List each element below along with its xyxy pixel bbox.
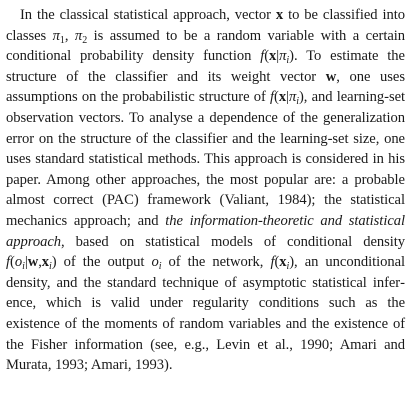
text-run: 1	[59, 34, 65, 46]
text-run: π	[288, 89, 297, 106]
text-run: x	[279, 254, 287, 271]
text-run: to be classified into classes	[6, 7, 405, 44]
text-run: (	[264, 48, 270, 65]
text-run: π	[279, 48, 287, 65]
text-run: π	[52, 27, 60, 44]
text-run: ), and learning-set observation vectors. To analyse a dependence of the generalization error on the structure of the classifier and the learning-set size, one uses standard statistical methods. This approach is considered in his paper. Among other approaches, the most popular are: a probable almost correct (PAC) framework (Valiant, 1984); the statistical mechanics approach; and	[6, 89, 405, 229]
text-run: i	[286, 55, 290, 67]
text-run: π	[74, 27, 83, 44]
text-run: f	[260, 48, 265, 65]
text-run: (	[274, 254, 280, 271]
text-run: w	[27, 254, 39, 271]
text-run: x	[275, 7, 284, 23]
text-run: |	[286, 89, 289, 106]
text-run: i	[158, 261, 162, 273]
text-run: is assumed to be a random variable with a certain conditional probability density function	[6, 27, 405, 65]
text-run: f	[270, 89, 275, 106]
text-run: , based on statistical models of conditional density	[61, 233, 405, 250]
text-run: ). To estimate the structure of the classifier and its weight vector	[6, 48, 405, 85]
text-run: x	[41, 254, 50, 271]
text-run: ) of the output	[51, 254, 152, 271]
text-run: w	[325, 68, 337, 85]
text-run: x	[278, 89, 287, 106]
text-run: i	[22, 261, 25, 273]
text-run: 2	[82, 34, 88, 46]
text-run: In the classical statistical approach, vector	[20, 7, 276, 23]
text-run: of the network,	[161, 254, 271, 271]
text-run: ), an unconditional density, and the standard technique of asymptotic statistical inference, which is valid under regularity conditions such as the existence of the moments of random variables and the existence of the Fisher information (see, e.g., Levin et al., 1990; Amari and Murata, 1993; Amari, 1993).	[6, 254, 406, 374]
text-run: i	[286, 261, 290, 273]
text-run: o	[14, 254, 23, 271]
text-run: |	[24, 254, 28, 271]
body-paragraph	[6, 5, 405, 376]
text-run: f	[6, 254, 11, 271]
text-run: ,	[38, 254, 42, 271]
text-run: the information-theoretic and statistical approach	[6, 212, 405, 250]
text-run: o	[151, 254, 159, 271]
text-run: x	[269, 48, 277, 65]
text-run: (	[274, 89, 279, 106]
text-run: ,	[64, 27, 75, 44]
text-run: , one uses assumptions on the probabilistic structure of	[6, 68, 405, 106]
text-run: f	[270, 254, 275, 271]
text-run: |	[276, 48, 280, 65]
text-run: i	[296, 96, 299, 108]
text-run: (	[10, 254, 15, 271]
text-run: i	[49, 261, 52, 273]
